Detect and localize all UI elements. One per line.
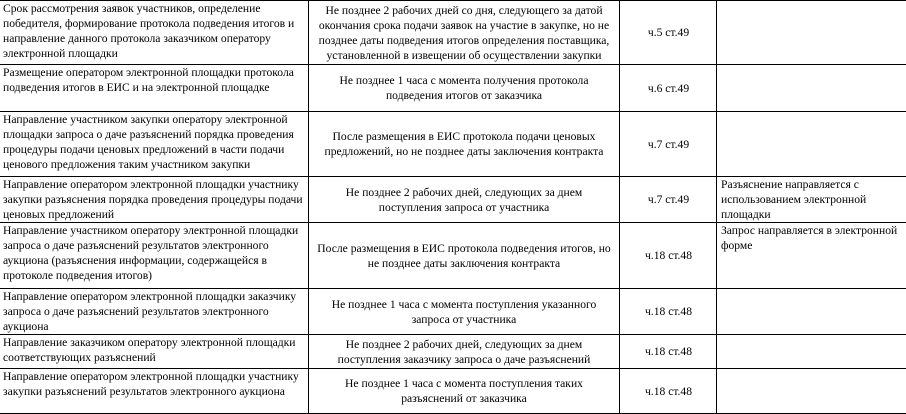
table-row — [0, 369, 906, 414]
note-cell: Запрос направляется в электронной форме — [717, 223, 906, 289]
note-cell — [717, 289, 906, 335]
article-cell: ч.7 ст.49 — [620, 177, 717, 223]
table-row — [0, 65, 906, 112]
deadline-cell: После размещения в ЕИС протокола подачи ценовых предложений, но не позднее даты заключения контракта — [309, 112, 620, 177]
article-cell: ч.18 ст.48 — [620, 369, 717, 414]
article-cell: ч.18 ст.48 — [620, 335, 717, 369]
action-cell: Направление участником оператору электронной площадки запроса о даче разъяснений результатов электронного аукциона (разъяснения информации, содержащейся в протоколе подведения итогов) — [0, 223, 309, 289]
article-cell: ч.7 ст.49 — [620, 112, 717, 177]
action-cell: Направление оператором электронной площадки заказчику запроса о даче разъяснений результатов электронного аукциона — [0, 289, 309, 335]
note-cell — [717, 65, 906, 112]
action-cell: Направление заказчиком оператору электронной площадки соответствующих разъяснений — [0, 335, 309, 369]
table-row — [0, 335, 906, 369]
action-cell: Направление участником закупки оператору электронной площадки запроса о даче разъяснений порядка проведения процедуры подачи ценовых предложений в части подачи ценового предложения таким участником закупки — [0, 112, 309, 177]
deadline-cell: Не позднее 1 часа с момента поступления указанного запроса от участника — [309, 289, 620, 335]
deadline-cell: Не позднее 1 часа с момента получения протокола подведения итогов от заказчика — [309, 65, 620, 112]
note-cell — [717, 112, 906, 177]
deadline-cell: После размещения в ЕИС протокола подведения итогов, но не позднее даты заключения контракта — [309, 223, 620, 289]
deadline-cell: Не позднее 2 рабочих дней, следующих за днем поступления запроса от участника — [309, 177, 620, 223]
article-cell: ч.5 ст.49 — [620, 1, 717, 65]
table-row — [0, 177, 906, 223]
article-cell: ч.18 ст.48 — [620, 223, 717, 289]
action-cell: Направление оператором электронной площадки участнику закупки разъяснения порядка проведения процедуры подачи ценовых предложений — [0, 177, 309, 223]
action-cell: Направление оператором электронной площадки участнику закупки разъяснений результатов электронного аукциона — [0, 369, 309, 414]
action-cell: Размещение оператором электронной площадки протокола подведения итогов в ЕИС и на электронной площадке — [0, 65, 309, 112]
article-cell: ч.18 ст.48 — [620, 289, 717, 335]
note-cell — [717, 1, 906, 65]
table-row — [0, 1, 906, 65]
table-row — [0, 223, 906, 289]
deadline-cell: Не позднее 2 рабочих дней со дня, следующего за датой окончания срока подачи заявок на участие в закупке, но не позднее даты подведения итогов определения поставщика, установленной в извещении об осуществлении закупки — [309, 1, 620, 65]
article-cell: ч.6 ст.49 — [620, 65, 717, 112]
table-row — [0, 112, 906, 177]
deadline-cell: Не позднее 1 часа с момента поступления таких разъяснений от заказчика — [309, 369, 620, 414]
deadline-cell: Не позднее 2 рабочих дней, следующих за днем поступления заказчику запроса о даче разъяснений — [309, 335, 620, 369]
note-cell — [717, 335, 906, 369]
action-cell: Срок рассмотрения заявок участников, определение победителя, формирование протокола подведения итогов и направление данного протокола заказчиком оператору электронной площадки — [0, 1, 309, 65]
table-row — [0, 289, 906, 335]
note-cell: Разъяснение направляется с использованием электронной площадки — [717, 177, 906, 223]
note-cell — [717, 369, 906, 414]
